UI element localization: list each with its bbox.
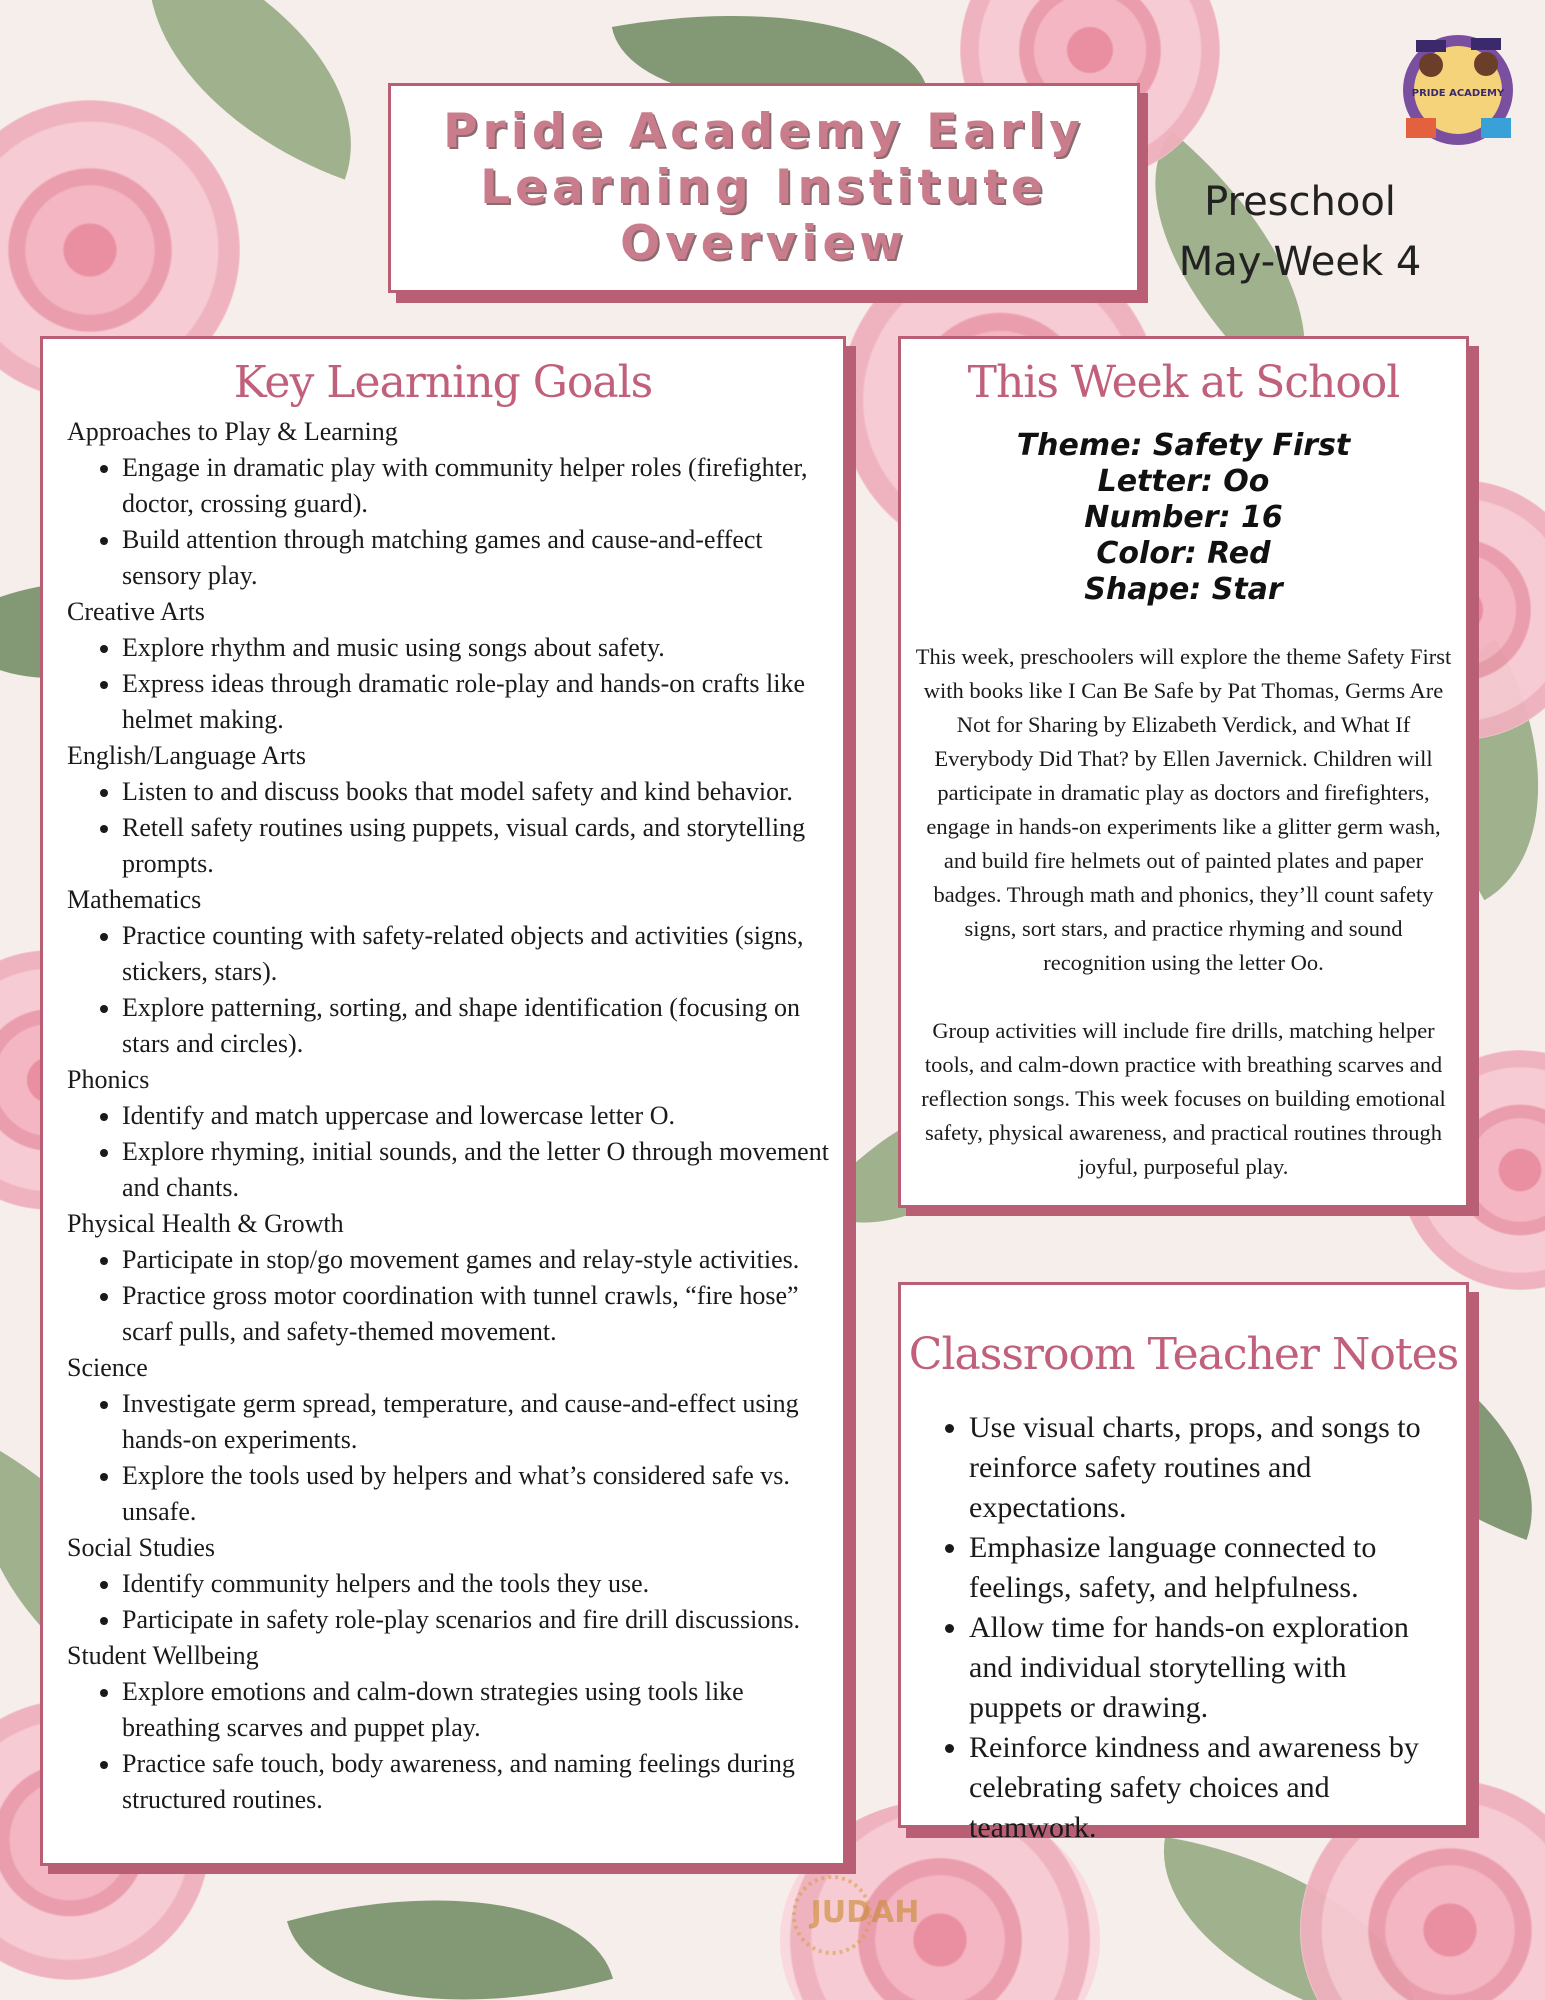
goal-item: • Explore rhyming, initial sounds, and the letter O through movement and chants. — [122, 1134, 829, 1206]
subject-mathematics: Mathematics — [67, 885, 202, 914]
goal-item: • Identify and match uppercase and lowercase letter O. — [122, 1098, 829, 1134]
title-box — [388, 83, 1140, 293]
goal-item: • Participate in safety role-play scenarios and fire drill discussions. — [122, 1602, 829, 1638]
goal-item: • Explore rhythm and music using songs about safety. — [122, 630, 829, 666]
goal-item: • Identify community helpers and the tools they use. — [122, 1566, 829, 1602]
note-item: • Use visual charts, props, and songs to reinforce safety routines and expectations. — [969, 1408, 1446, 1528]
grade-label: Preschool — [1204, 179, 1396, 225]
note-item: • Reinforce kindness and awareness by celebrating safety choices and teamwork. — [969, 1728, 1446, 1848]
subject-creative-arts: Creative Arts — [67, 597, 205, 626]
week-description — [901, 640, 1466, 1184]
goal-item: • Investigate germ spread, temperature, and cause-and-effect using hands-on experiments. — [122, 1386, 829, 1458]
goal-item: • Practice gross motor coordination with tunnel crawls, “fire hose” scarf pulls, and safety-themed movement. — [122, 1278, 829, 1350]
goal-item: • Explore the tools used by helpers and what’s considered safe vs. unsafe. — [122, 1458, 829, 1530]
goal-item: • Participate in stop/go movement games and relay-style activities. — [122, 1242, 829, 1278]
notes-heading: Classroom Teacher Notes — [908, 1329, 1459, 1380]
goal-item: • Express ideas through dramatic role-play and hands-on crafts like helmet making. — [122, 666, 829, 738]
pride-academy-logo — [1386, 20, 1531, 152]
grade-info — [1170, 172, 1430, 292]
title-line-1: Pride Academy Early — [443, 104, 1085, 159]
color-label: Color: Red — [1096, 536, 1271, 571]
subject-science: Science — [67, 1353, 148, 1382]
judah-watermark — [790, 1870, 940, 1960]
goal-item: • Listen to and discuss books that model safety and kind behavior. — [122, 774, 829, 810]
goal-item: • Build attention through matching games and cause-and-effect sensory play. — [122, 522, 829, 594]
subject-student-wellbeing: Student Wellbeing — [67, 1641, 259, 1670]
goals-list — [43, 414, 843, 1818]
title-line-3: Overview — [620, 216, 908, 271]
note-item: • Allow time for hands-on exploration and individual storytelling with puppets or drawing. — [969, 1608, 1446, 1728]
week-paragraph-1: This week, preschoolers will explore the theme Safety First with books like I Can Be Safe by Pat Thomas, Germs Are Not for Sharing by Elizabeth Verdick, and What If Everybody Did That? by Ellen Javernick. Children will participate in dramatic play as doctors and firefighters, engage in hands-on experiments like a glitter germ wash, and build fire helmets out of painted plates and paper badges. Through math and phonics, they’ll count safety signs, sort stars, and practice rhyming and sound recognition using the letter Oo. — [915, 644, 1452, 975]
note-item: • Emphasize language connected to feelings, safety, and helpfulness. — [969, 1528, 1446, 1608]
subject-approaches: Approaches to Play & Learning — [67, 417, 398, 446]
title-line-2: Learning Institute — [480, 160, 1048, 215]
svg-text:PRIDE ACADEMY: PRIDE ACADEMY — [1411, 88, 1505, 99]
weekly-focus — [901, 428, 1466, 608]
this-week-panel — [898, 336, 1469, 1208]
subject-social-studies: Social Studies — [67, 1533, 216, 1562]
goal-item: • Explore patterning, sorting, and shape identification (focusing on stars and circles). — [122, 990, 829, 1062]
goal-item: • Engage in dramatic play with community helper roles (firefighter, doctor, crossing guard). — [122, 450, 829, 522]
svg-text:JUDAH: JUDAH — [810, 1895, 920, 1930]
goal-item: • Practice counting with safety-related objects and activities (signs, stickers, stars). — [122, 918, 829, 990]
shape-label: Shape: Star — [1084, 572, 1283, 607]
subject-phonics: Phonics — [67, 1065, 150, 1094]
subject-physical-health: Physical Health & Growth — [67, 1209, 344, 1238]
theme-label: Theme: Safety First — [1016, 428, 1351, 463]
key-learning-goals-panel — [40, 336, 846, 1866]
week-label: May-Week 4 — [1178, 239, 1422, 285]
goal-item: • Retell safety routines using puppets, visual cards, and storytelling prompts. — [122, 810, 829, 882]
teacher-notes-panel — [898, 1282, 1469, 1844]
subject-english: English/Language Arts — [67, 741, 307, 770]
week-heading: This Week at School — [967, 357, 1400, 408]
number-label: Number: 16 — [1084, 500, 1283, 535]
goal-item: • Explore emotions and calm-down strategies using tools like breathing scarves and puppet play. — [122, 1674, 829, 1746]
letter-label: Letter: Oo — [1097, 464, 1270, 499]
goals-heading: Key Learning Goals — [233, 357, 653, 408]
page-title — [443, 104, 1085, 272]
goal-item: • Practice safe touch, body awareness, and naming feelings during structured routines. — [122, 1746, 829, 1818]
week-paragraph-2: Group activities will include fire drills, matching helper tools, and calm-down practice with breathing scarves and reflection songs. This week focuses on building emotional safety, physical awareness, and practical routines through joyful, purposeful play. — [921, 1018, 1446, 1179]
